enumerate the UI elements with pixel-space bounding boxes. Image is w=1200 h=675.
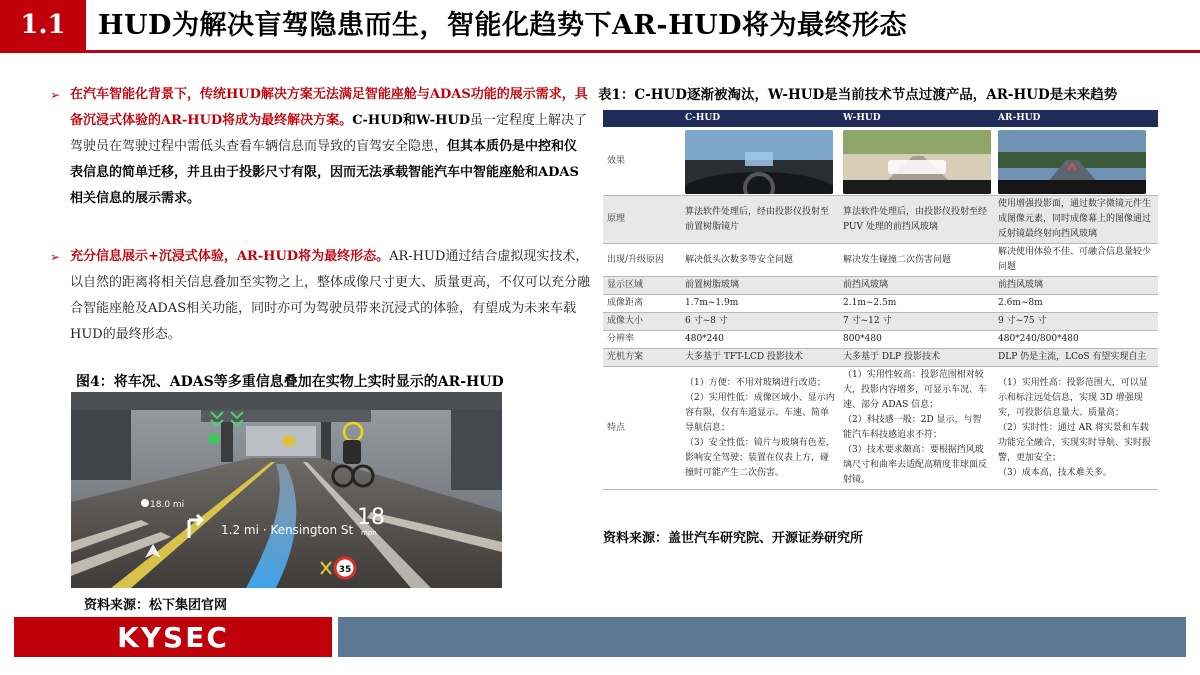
ar-hud-features (994, 367, 1158, 490)
row-label: 显示区域 (603, 277, 681, 295)
arrow-bullet-icon: ➢ (50, 250, 61, 264)
table-header-ar-hud: AR-HUD (994, 110, 1158, 127)
row-label: 效果 (603, 127, 681, 196)
w-hud-cell: 解决发生碰撞二次伤害问题 (839, 244, 994, 277)
row-label: 光机方案 (603, 349, 681, 367)
row-label: 分辨率 (603, 331, 681, 349)
row-label: 出现/升级原因 (603, 244, 681, 277)
table-header-blank (603, 110, 681, 127)
ar-hud-cell: 使用增强投影面，通过数字微镜元件生成图像元素，同时成像幕上的图像通过反射镜最终射向挡风玻璃 (994, 196, 1158, 244)
row-label: 成像距离 (603, 295, 681, 313)
bullet-2-body: AR-HUD通过结合虚拟现实技术，以自然的距离将相关信息叠加至实物之上，整体成像尺寸更大、质量更高，不仅可以充分融合智能座舱及ADAS相关功能，同时亦可为驾驶员带来沉浸式的体验，有望成为未来车载HUD的最终形态。 (70, 249, 591, 342)
feature-line: （2）实用性低：成像区域小、显示内容有限，仅有车道显示、车速、简单导航信息； (685, 392, 835, 433)
c-hud-cell: 480*240 (681, 331, 839, 349)
page-title: HUD为解决盲驾隐患而生，智能化趋势下AR-HUD将为最终形态 (98, 10, 908, 41)
row-label: 原理 (603, 196, 681, 244)
feature-line: （1）实用性较高：投影范围相对较大，投影内容增多，可显示车况、车速、部分 ADAS 信息； (843, 370, 988, 410)
table-row (603, 244, 1158, 277)
section-number: 1.1 (0, 0, 86, 50)
w-hud-cell: 大多基于 DLP 投影技术 (839, 349, 994, 367)
ar-hud-image (994, 127, 1158, 196)
feature-line: （3）成本高，技术难关多。 (998, 467, 1112, 478)
hud-speed: 18 (357, 505, 385, 530)
bullet-text-2 (70, 244, 590, 348)
bullet-1-body: 虽一定程度上解决了驾驶员在驾驶过程中需低头查看车辆信息而导致的盲驾安全隐患， (70, 113, 588, 154)
bullet-text-1 (70, 82, 590, 212)
bullet-point-2 (50, 244, 590, 348)
kysec-logo: KYSEC (14, 617, 332, 657)
feature-line: （2）实时性：通过 AR 将实景和车载功能完全融合，实现实时导航、实时报警，更加安全； (998, 422, 1152, 463)
hud-distance: 18.0 mi (150, 500, 185, 510)
c-hud-cell: 大多基于 TFT-LCD 投影技术 (681, 349, 839, 367)
table-row (603, 331, 1158, 349)
feature-line: （3）技术要求颇高：要根据挡风玻璃尺寸和曲率去适配高精度非球面反射镜。 (843, 445, 988, 485)
w-hud-cell: 800*480 (839, 331, 994, 349)
table-row (603, 295, 1158, 313)
feature-line: （3）安全性低：镜片与玻璃有色差，影响安全驾驶；装置在仪表上方，碰撞时可能产生二次伤害。 (685, 437, 835, 478)
table-row-effect (603, 127, 1158, 196)
ar-hud-cell: 2.6m~8m (994, 295, 1158, 313)
c-hud-cell: 解决低头次数多等安全问题 (681, 244, 839, 277)
figure-title: 图4：将车况、ADAS等多重信息叠加在实物上实时显示的AR-HUD (76, 374, 504, 390)
row-label: 特点 (603, 367, 681, 490)
c-hud-cell: 1.7m~1.9m (681, 295, 839, 313)
c-hud-cell: 6 寸~8 寸 (681, 313, 839, 331)
feature-line: （1）实用性高：投影范围大，可以显示和标注远处信息，实现 3D 增强现实，可投影信息量大、质量高； (998, 377, 1148, 418)
table-title: 表1：C-HUD逐渐被淘汰，W-HUD是当前技术节点过渡产品，AR-HUD是未来趋势 (598, 87, 1118, 103)
hud-nav-text: 1.2 mi · Kensington St (221, 523, 354, 537)
w-hud-features (839, 367, 994, 490)
footer-bar (338, 617, 1186, 657)
table-row (603, 277, 1158, 295)
w-hud-image (839, 127, 994, 196)
ar-hud-scene (71, 392, 502, 588)
hud-speed-limit: 35 (338, 565, 352, 575)
c-hud-image (681, 127, 839, 196)
table-row (603, 349, 1158, 367)
figure-source: 资料来源：松下集团官网 (84, 598, 228, 613)
row-label: 成像大小 (603, 313, 681, 331)
table-header-w-hud: W-HUD (839, 110, 994, 127)
arrow-bullet-icon: ➢ (50, 88, 61, 102)
hud-speed-unit: mph (361, 529, 377, 537)
c-hud-features (681, 367, 839, 490)
c-hud-cell: 前置树脂玻璃 (681, 277, 839, 295)
table-row (603, 196, 1158, 244)
ar-hud-cell: 解决使用体验不佳、可融合信息量较少问题 (994, 244, 1158, 277)
ar-hud-cell: 480*240/800*480 (994, 331, 1158, 349)
w-hud-cell: 算法软件处理后，由投影仪投射至经 PUV 处理的前挡风玻璃 (839, 196, 994, 244)
header-divider (0, 50, 1200, 53)
table-header-c-hud: C-HUD (681, 110, 839, 127)
bullet-1-emphasis: 但其本质仍是中控和仪表信息的简单迁移，并且由于投影尺寸有限，因而无法承载智能汽车中智能座舱和ADAS相关信息的展示需求。 (70, 139, 579, 206)
table-header-row (603, 110, 1158, 127)
ar-hud-cell: 前挡风玻璃 (994, 277, 1158, 295)
bullet-2-lead: 充分信息展示+沉浸式体验，AR-HUD将为最终形态。 (70, 249, 390, 264)
table-row (603, 313, 1158, 331)
w-hud-cell: 7 寸~12 寸 (839, 313, 994, 331)
bullet-1-segment: C-HUD和W-HUD (352, 113, 471, 128)
feature-line: （2）科技感一般：2D 显示，与智能汽车科技感追求不符； (843, 415, 982, 440)
table-row-features (603, 367, 1158, 490)
ar-hud-photo (71, 392, 502, 588)
hud-comparison-table (603, 110, 1158, 490)
w-hud-cell: 2.1m~2.5m (839, 295, 994, 313)
feature-line: （1）方便：不用对玻璃进行改造； (685, 377, 826, 388)
ar-hud-cell: DLP 仍是主流，LCoS 有望实现自主 (994, 349, 1158, 367)
bullet-1-lead: 在汽车智能化背景下，传统HUD解决方案无法满足智能座舱与ADAS功能的展示需求，具备沉浸式体验的AR-HUD将成为最终解决方案。 (70, 87, 588, 128)
table-source: 资料来源：盖世汽车研究院、开源证券研究所 (603, 531, 864, 546)
ar-hud-cell: 9 寸~75 寸 (994, 313, 1158, 331)
bullet-point-1 (50, 82, 590, 212)
c-hud-cell: 算法软件处理后，经由投影仪投射至前置树脂镜片 (681, 196, 839, 244)
w-hud-cell: 前挡风玻璃 (839, 277, 994, 295)
